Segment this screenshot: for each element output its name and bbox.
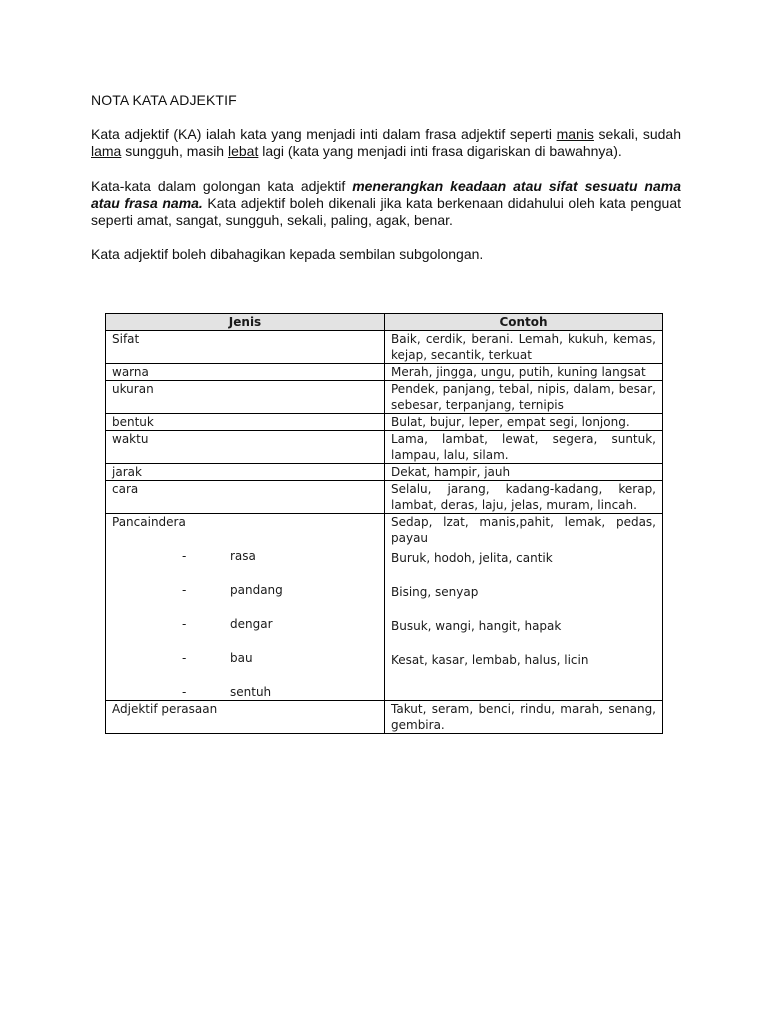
- underlined-word-manis: manis: [556, 126, 594, 142]
- contoh-cell: Takut, seram, benci, rindu, marah, senang, gembira.: [385, 701, 663, 734]
- table-row: [106, 464, 663, 481]
- sub-label: dengar: [230, 617, 273, 631]
- pancaindera-sub-list: [112, 548, 378, 700]
- jenis-cell: waktu: [106, 431, 385, 464]
- description-text-2: Kata adjektif boleh dikenali jika kata berkenaan didahului oleh kata penguat seperti amat, sangat, sungguh, sekali, paling, agak, benar.: [91, 195, 681, 228]
- bullet-dash: -: [182, 651, 187, 665]
- contoh-pandang: Buruk, hodoh, jelita, cantik: [391, 551, 553, 565]
- jenis-cell-pancaindera: [106, 514, 385, 701]
- table-row: [106, 431, 663, 464]
- header-contoh: Contoh: [385, 314, 663, 331]
- bullet-dash: -: [182, 583, 187, 597]
- sub-item-sentuh: [112, 684, 378, 700]
- contoh-bau: Busuk, wangi, hangit, hapak: [391, 619, 562, 633]
- contoh-cell: Dekat, hampir, jauh: [385, 464, 663, 481]
- contoh-cell: Baik, cerdik, berani. Lemah, kukuh, kemas, kejap, secantik, terkuat: [385, 331, 663, 364]
- bullet-dash: -: [182, 685, 187, 699]
- bullet-dash: -: [182, 549, 187, 563]
- sub-label: pandang: [230, 583, 283, 597]
- table-row: [106, 331, 663, 364]
- definition-text-1: Kata adjektif (KA) ialah kata yang menjadi inti dalam frasa adjektif seperti: [91, 126, 557, 142]
- underlined-word-lebat: lebat: [227, 143, 259, 159]
- table-row-pancaindera: [106, 514, 663, 701]
- contoh-dengar: Bising, senyap: [391, 585, 479, 599]
- page-title: NOTA KATA ADJEKTIF: [91, 92, 237, 108]
- jenis-cell: cara: [106, 481, 385, 514]
- sub-item-rasa: [112, 548, 378, 582]
- sub-label: sentuh: [230, 685, 272, 699]
- contoh-cell: Bulat, bujur, leper, empat segi, lonjong.: [385, 414, 663, 431]
- sub-item-pandang: [112, 582, 378, 616]
- definition-text-3: sungguh, masih: [121, 143, 228, 159]
- jenis-cell: Sifat: [106, 331, 385, 364]
- table-row: [106, 701, 663, 734]
- description-emphasis: menerangkan keadaan atau sifat sesuatu nama atau frasa nama.: [91, 178, 682, 211]
- definition-text-4: lagi (kata yang menjadi inti frasa digariskan di bawahnya).: [258, 143, 622, 159]
- table-header-row: [106, 314, 663, 331]
- contoh-cell-pancaindera: [385, 514, 663, 701]
- bullet-dash: -: [182, 617, 187, 631]
- jenis-cell: jarak: [106, 464, 385, 481]
- description-paragraph: [91, 178, 681, 229]
- adjective-table: [105, 313, 663, 734]
- header-jenis: Jenis: [106, 314, 385, 331]
- table-row: [106, 414, 663, 431]
- sub-label: bau: [230, 651, 253, 665]
- table-row: [106, 481, 663, 514]
- jenis-cell: warna: [106, 364, 385, 381]
- description-text-1: Kata-kata dalam golongan kata adjektif: [91, 178, 353, 194]
- pancaindera-label: Pancaindera: [112, 515, 186, 529]
- contoh-cell: Pendek, panjang, tebal, nipis, dalam, besar, sebesar, terpanjang, ternipis: [385, 381, 663, 414]
- jenis-cell: ukuran: [106, 381, 385, 414]
- definition-paragraph: [91, 126, 681, 160]
- sub-label: rasa: [230, 549, 256, 563]
- contoh-rasa: Sedap, lzat, manis,pahit, lemak, pedas, payau: [391, 515, 656, 545]
- sub-item-dengar: [112, 616, 378, 650]
- table-row: [106, 364, 663, 381]
- definition-text-2: sekali, sudah: [593, 126, 682, 142]
- contoh-cell: Lama, lambat, lewat, segera, suntuk, lampau, lalu, silam.: [385, 431, 663, 464]
- underlined-word-lama: lama: [91, 143, 122, 159]
- subgroup-intro-paragraph: Kata adjektif boleh dibahagikan kepada sembilan subgolongan.: [91, 246, 484, 262]
- sub-item-bau: [112, 650, 378, 684]
- contoh-cell: Merah, jingga, ungu, putih, kuning langsat: [385, 364, 663, 381]
- jenis-cell: bentuk: [106, 414, 385, 431]
- contoh-sentuh: Kesat, kasar, lembab, halus, licin: [391, 653, 589, 667]
- table-row: [106, 381, 663, 414]
- contoh-cell: Selalu, jarang, kadang-kadang, kerap, lambat, deras, laju, jelas, muram, lincah.: [385, 481, 663, 514]
- jenis-cell: Adjektif perasaan: [106, 701, 385, 734]
